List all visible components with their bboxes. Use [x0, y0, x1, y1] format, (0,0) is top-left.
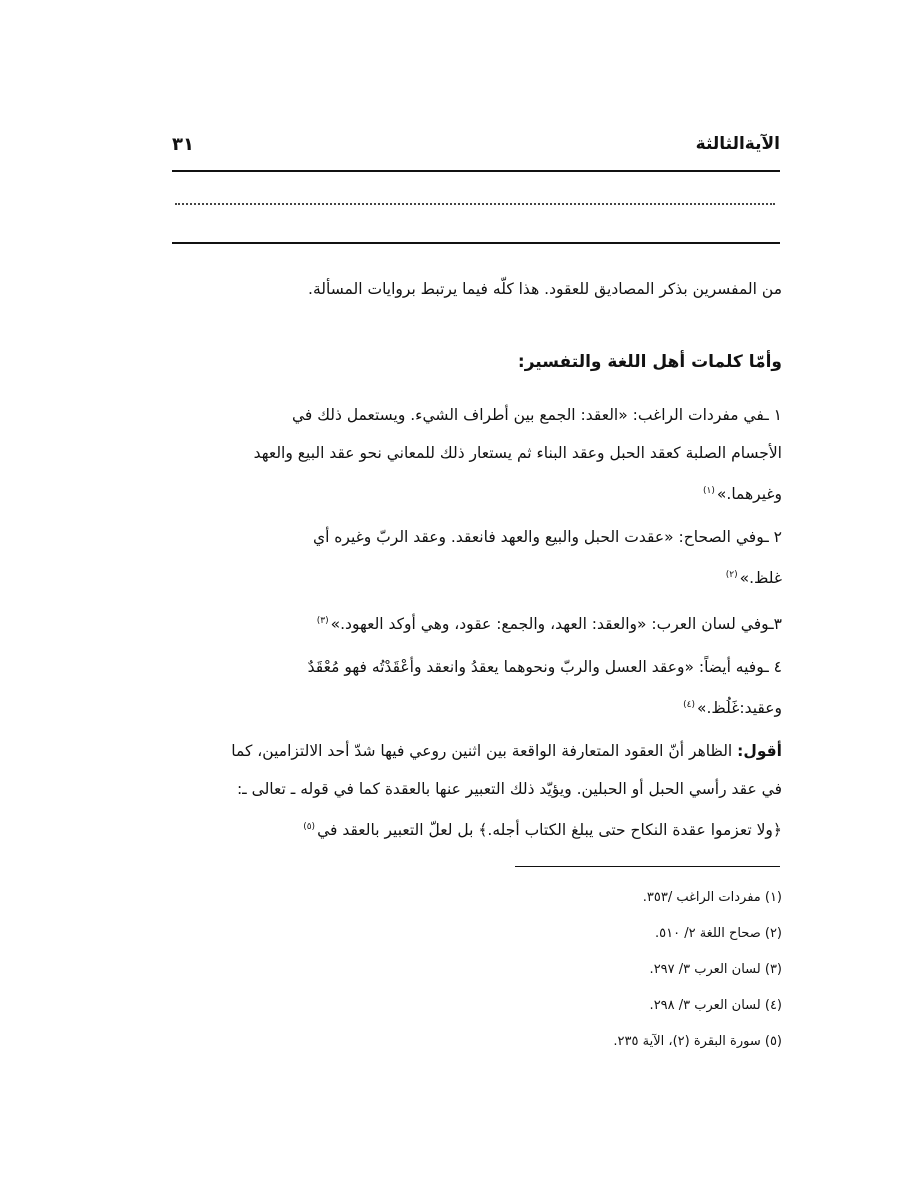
footnote-ref: (٣): [316, 616, 329, 626]
text-line: [170, 602, 782, 640]
lead-word: أقول:: [737, 742, 782, 760]
text-line: من المفسرين بذكر المصاديق للعقود. هذا كلّه فيما يرتبط بروايات المسألة.: [308, 280, 782, 298]
quotation-paragraphs: [170, 396, 782, 854]
footnote-item: (٤) لسان العرب ٣/ ٢٩٨.: [649, 998, 782, 1013]
text-line: ١ ـفي مفردات الراغب: «العقد: الجمع بين أطراف الشيء. ويستعمل ذلك في: [291, 406, 782, 424]
dotted-divider: [175, 203, 775, 213]
text-line: [170, 556, 782, 594]
paragraph-3: [170, 602, 782, 640]
text-line: [170, 472, 782, 510]
paragraph-1: [170, 396, 782, 510]
separator-rule: [172, 242, 780, 244]
text-segment: ٣ـوفي لسان العرب: «والعقد: العهد، والجمع: عقود، وهي أوكد العهود.»: [330, 615, 782, 634]
text-line: الأجسام الصلبة كعقد الحبل وعقد البناء ثم يستعار ذلك للمعاني نحو عقد البيع والعهد: [253, 444, 782, 462]
footnote-item: (٢) صحاح اللغة ٢/ ٥١٠.: [654, 926, 782, 941]
footnote-ref: (٢): [725, 570, 738, 580]
footnote-item: (١) مفردات الراغب /٣٥٣.: [642, 890, 782, 905]
paragraph-4: [170, 648, 782, 724]
text-segment: وعقيد:غَلُظ.»: [697, 699, 782, 718]
text-line: في عقد رأسي الحبل أو الحبلين. ويؤيّد ذلك التعبير عنها بالعقدة كما في قوله ـ تعالى ـ:: [236, 780, 782, 798]
header-rule: [172, 170, 780, 172]
footnote-rule: [515, 866, 780, 867]
text-line: ٤ ـوفيه أيضاً: «وعقد العسل والربّ ونحوهما يعقدُ وانعقد وأعْقَدْتُه فهو مُعْقَدٌ: [307, 658, 782, 676]
footnotes: [420, 880, 782, 1060]
running-title: الآيةالثالثة: [695, 134, 780, 154]
paragraph-2: [170, 518, 782, 594]
text-line: ٢ ـوفي الصحاح: «عقدت الحبل والبيع والعهد فانعقد. وعقد الربّ وغيره أي: [312, 528, 782, 546]
text-segment: غلظ.»: [739, 569, 782, 588]
footnote-ref: (٤): [683, 700, 696, 710]
footnote-ref: (٥): [303, 822, 316, 832]
footnote-ref: (١): [703, 486, 715, 496]
text-line: [170, 732, 782, 770]
text-segment: وغيرهما.»: [716, 485, 782, 504]
intro-text: [170, 270, 782, 308]
section-heading: وأمّا كلمات أهل اللغة والتفسير:: [517, 352, 782, 372]
page-number: ٣١: [172, 134, 194, 155]
paragraph-5: [170, 732, 782, 846]
page-header: [172, 134, 780, 166]
text-line: [170, 686, 782, 724]
footnote-item: (٥) سورة البقرة (٢)، الآية ٢٣٥.: [613, 1034, 782, 1049]
footnote-item: (٣) لسان العرب ٣/ ٢٩٧.: [649, 962, 782, 977]
text-segment: ﴿ولا تعزموا عقدة النكاح حتى يبلغ الكتاب أجله.﴾ بل لعلّ التعبير بالعقد في: [317, 821, 782, 840]
text-segment: الظاهر أنّ العقود المتعارفة الواقعة بين اثنين روعي فيها شدّ أحد الالتزامين، كما: [231, 742, 733, 760]
text-line: [170, 808, 782, 846]
